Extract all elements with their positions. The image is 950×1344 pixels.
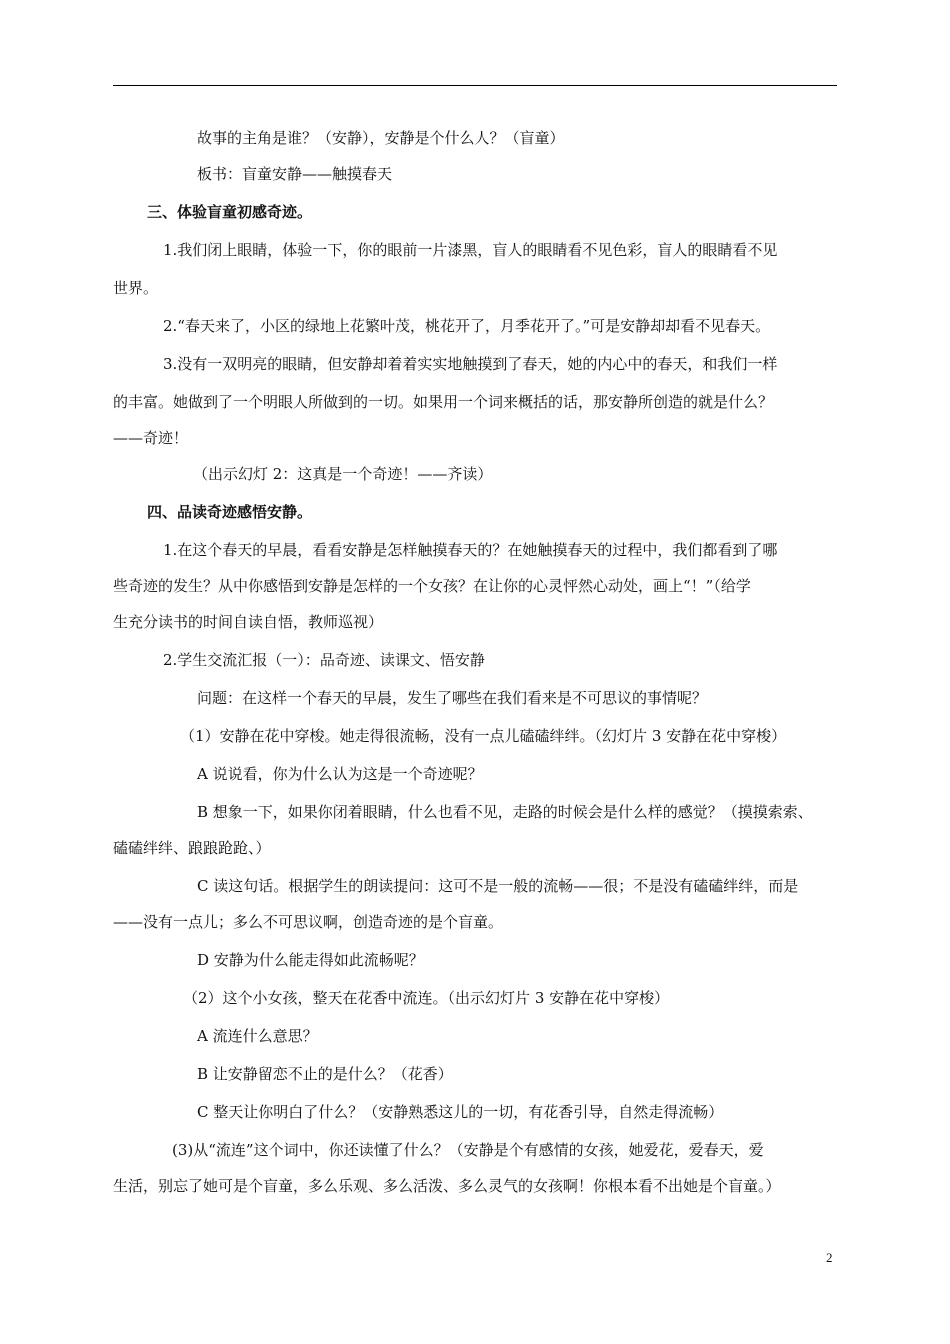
text-line: A 说说看，你为什么认为这是一个奇迹呢？: [197, 765, 483, 783]
text-line: D 安静为什么能走得如此流畅呢？: [197, 951, 424, 969]
text-line: 问题：在这样一个春天的早晨，发生了哪些在我们看来是不可思议的事情呢？: [197, 689, 708, 707]
header-rule: [113, 85, 837, 86]
text-line: (3)从“流连”这个词中，你还读懂了什么？（安静是个有感情的女孩，她爱花，爱春天，爱: [172, 1141, 764, 1159]
page-number: 2: [826, 1250, 833, 1265]
text-line: 3.没有一双明亮的眼睛，但安静却着着实实地触摸到了春天，她的内心中的春天，和我们一样: [163, 355, 778, 373]
text-line: 故事的主角是谁？（安静），安静是个什么人？（盲童）: [197, 129, 565, 147]
text-line: 2.“春天来了，小区的绿地上花繁叶茂，桃花开了，月季花开了。”可是安静却却看不见春天。: [163, 317, 771, 335]
text-line: 的丰富。她做到了一个明眼人所做到的一切。如果用一个词来概括的话，那安静所创造的就是什么？: [113, 393, 774, 411]
section-heading: 三、体验盲童初感奇迹。: [147, 203, 313, 221]
text-line: 1.我们闭上眼睛，体验一下，你的眼前一片漆黑，盲人的眼睛看不见色彩，盲人的眼睛看不见: [163, 241, 778, 259]
text-line: （1）安静在花中穿梭。她走得很流畅，没有一点儿磕磕绊绊。（幻灯片 3 安静在花中穿梭）: [180, 727, 787, 745]
text-line: 些奇迹的发生？从中你感悟到安静是怎样的一个女孩？在让你的心灵怦然心动处，画上“！”（给学: [113, 577, 751, 595]
section-heading: 四、品读奇迹感悟安静。: [147, 503, 313, 521]
text-line: （2）这个小女孩，整天在花香中流连。（出示幻灯片 3 安静在花中穿梭）: [183, 989, 670, 1007]
text-line: 生活，别忘了她可是个盲童，多么乐观、多么活泼、多么灵气的女孩啊！你根本看不出她是个盲童。）: [113, 1177, 781, 1195]
text-line: ——奇迹！: [113, 429, 189, 447]
text-line: C 整天让你明白了什么？（安静熟悉这儿的一切，有花香引导，自然走得流畅）: [197, 1103, 724, 1121]
text-line: 1.在这个春天的早晨，看看安静是怎样触摸春天的？在她触摸春天的过程中，我们都看到了哪: [163, 541, 778, 559]
text-line: 2.学生交流汇报（一）：品奇迹、读课文、悟安静: [163, 651, 485, 669]
text-line: 板书：盲童安静——触摸春天: [197, 165, 393, 183]
text-line: B 让安静留恋不止的是什么？（花香）: [197, 1065, 453, 1083]
text-line: 生充分读书的时间自读自悟，教师巡视）: [113, 613, 384, 631]
text-line: （出示幻灯 2：这真是一个奇迹！——齐读）: [193, 465, 493, 483]
text-line: C 读这句话。根据学生的朗读提问：这可不是一般的流畅——很；不是没有磕磕绊绊，而是: [197, 877, 799, 895]
text-line: 磕磕绊绊、踉踉跄跄、）: [113, 839, 271, 857]
text-line: ——没有一点儿；多么不可思议啊，创造奇迹的是个盲童。: [113, 913, 504, 931]
text-line: A 流连什么意思？: [197, 1027, 318, 1045]
text-line: B 想象一下，如果你闭着眼睛，什么也看不见，走路的时候会是什么样的感觉？（摸摸索索、: [197, 803, 813, 821]
text-line: 世界。: [113, 279, 159, 297]
